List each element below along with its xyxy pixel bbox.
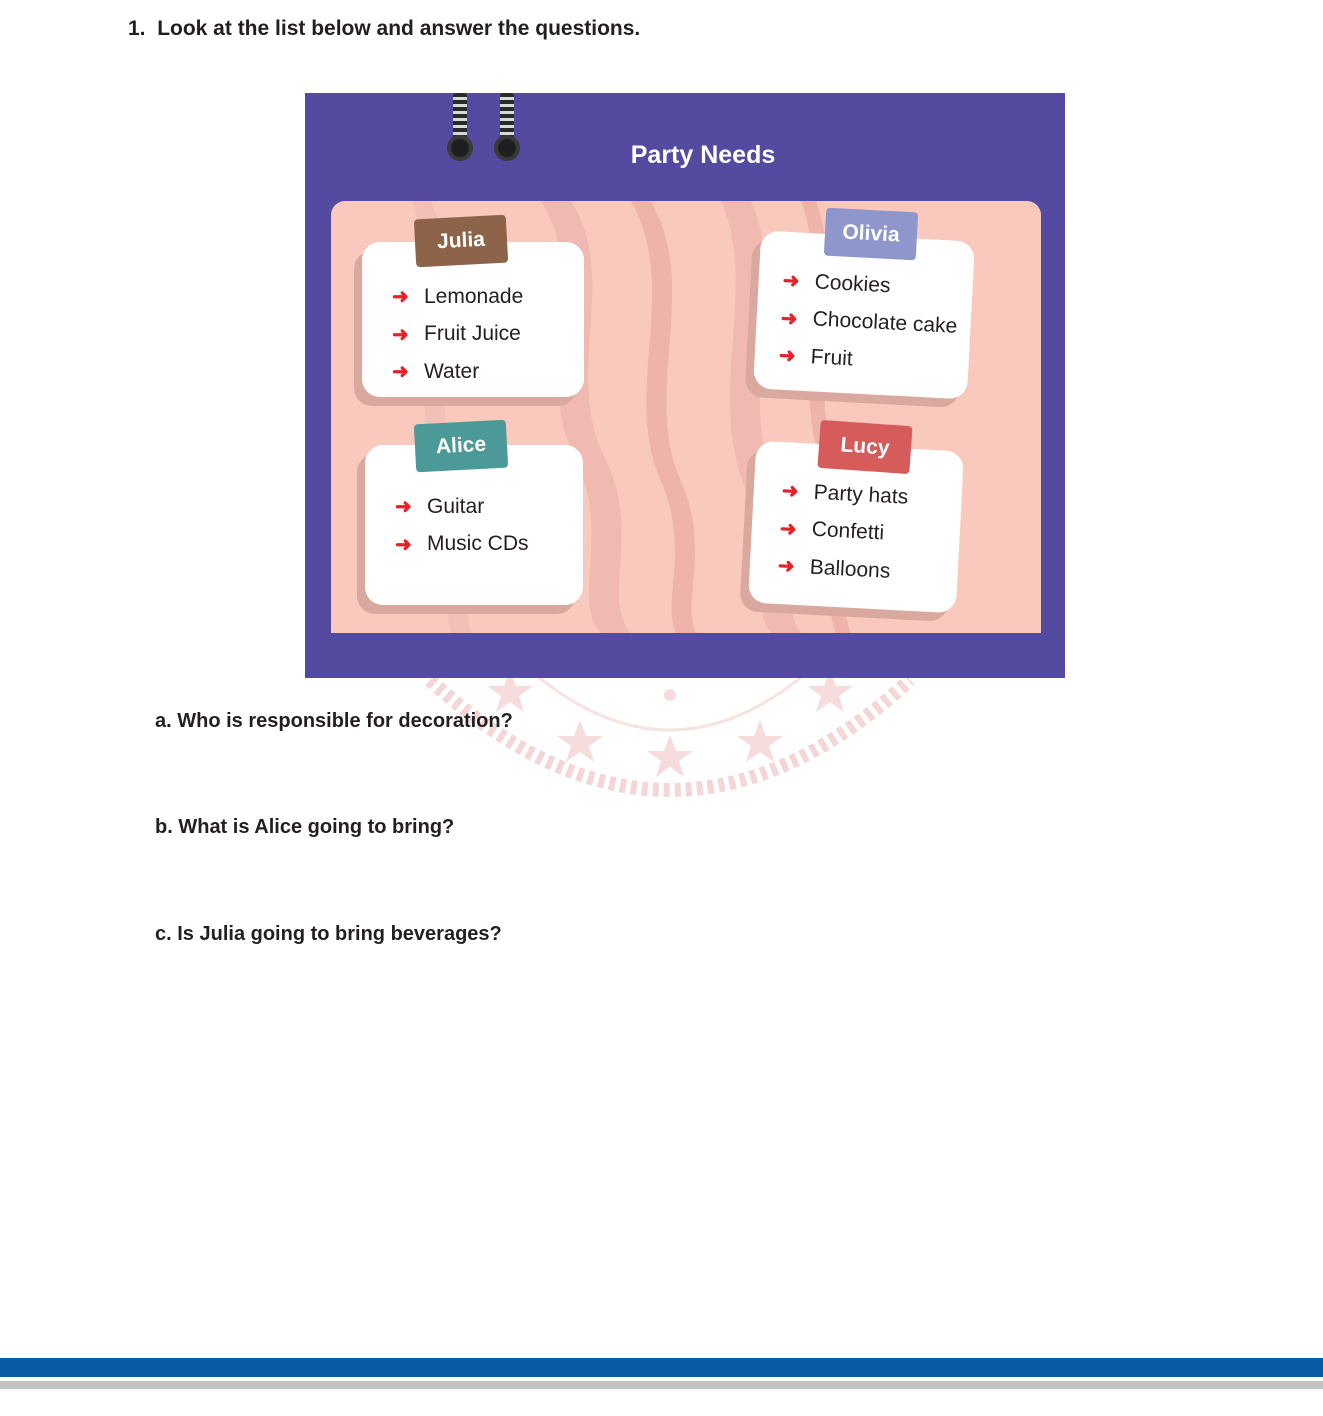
julia-name-tag: Julia	[414, 215, 508, 268]
question-c: c. Is Julia going to bring beverages?	[155, 923, 502, 945]
party-needs-board	[305, 93, 1065, 678]
list-item: ➜ Fruit	[778, 344, 854, 371]
list-item: ➜ Confetti	[779, 517, 885, 545]
julia-list-card	[362, 242, 584, 397]
julia-item-list	[392, 278, 523, 391]
red-arrow-icon: ➜	[395, 496, 412, 519]
list-item: ➜ Guitar	[395, 494, 485, 519]
list-item: ➜ Chocolate cake	[780, 307, 958, 339]
list-item: ➜ Water	[392, 359, 480, 384]
red-arrow-icon: ➜	[392, 323, 409, 346]
red-arrow-icon: ➜	[392, 361, 409, 384]
instruction-number: 1.	[128, 17, 146, 40]
lucy-name-tag: Lucy	[817, 420, 912, 474]
lucy-item-list	[777, 472, 909, 591]
red-arrow-icon: ➜	[780, 307, 799, 331]
alice-name-tag: Alice	[414, 420, 508, 473]
alice-item-list	[395, 488, 529, 563]
red-arrow-icon: ➜	[395, 533, 412, 556]
red-arrow-icon: ➜	[778, 344, 797, 368]
olivia-name-tag: Olivia	[824, 208, 918, 261]
red-arrow-icon: ➜	[392, 286, 409, 309]
instruction	[128, 17, 640, 41]
olivia-item-list	[778, 262, 960, 384]
list-item: ➜ Balloons	[777, 555, 891, 583]
board-title: Party Needs	[630, 141, 776, 169]
red-arrow-icon: ➜	[777, 555, 796, 579]
red-arrow-icon: ➜	[779, 517, 798, 541]
instruction-text: Look at the list below and answer the questions.	[157, 17, 641, 40]
list-item: ➜ Music CDs	[395, 532, 529, 556]
red-arrow-icon: ➜	[782, 269, 800, 293]
question-b: b. What is Alice going to bring?	[155, 816, 455, 838]
footer-blue-bar	[0, 1358, 1323, 1377]
red-arrow-icon: ➜	[781, 480, 800, 504]
question-a: a. Who is responsible for decoration?	[155, 710, 513, 732]
list-item: ➜ Lemonade	[392, 284, 524, 309]
list-item: ➜ Fruit Juice	[392, 322, 521, 346]
list-item: ➜ Party hats	[781, 480, 909, 509]
footer-gray-bar	[0, 1381, 1323, 1389]
list-item: ➜ Cookies	[782, 269, 892, 298]
